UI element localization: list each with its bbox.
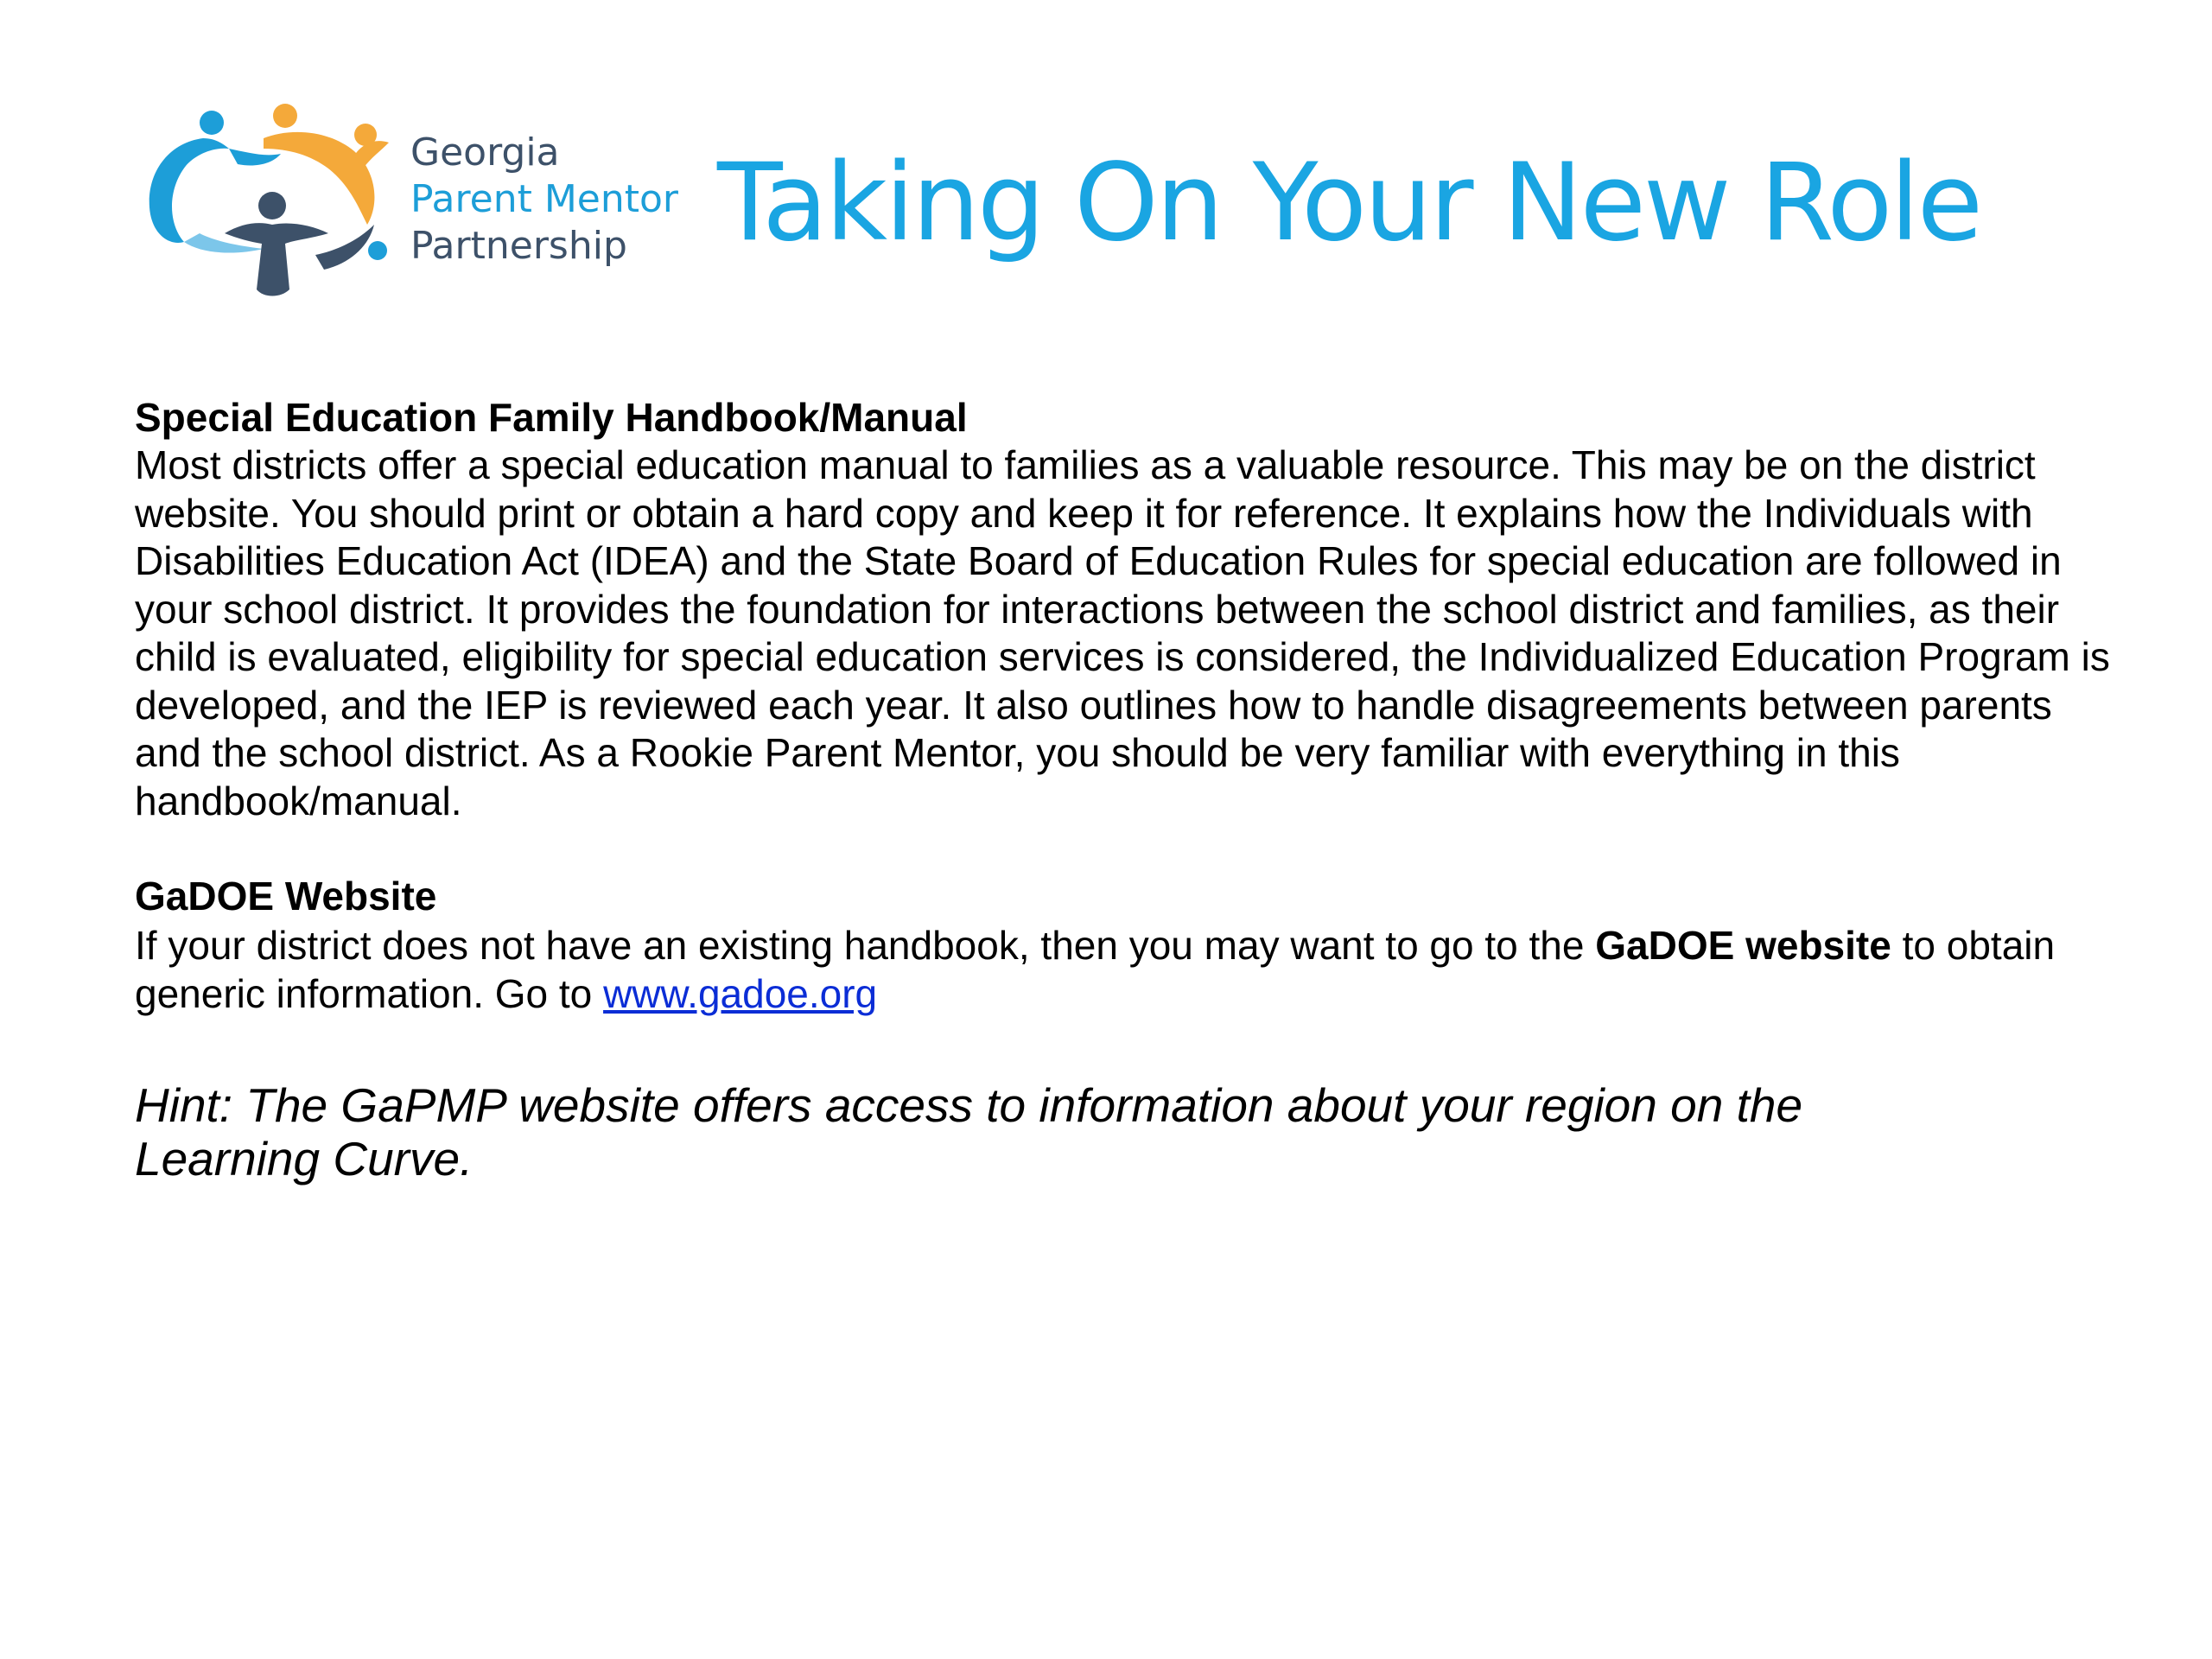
handbook-paragraph: Most districts offer a special education manual to families as a valuable resource. This may be on the district website. You should print or obtain a hard copy and keep it for reference. It explains how the Individuals with Disabilities Education Act (IDEA) and the State Board of Education Rules for special education are followed in your school district. It provides the foundation for interactions between the school district and families, as their child is evaluated, eligibility for special education services is considered, the Individualized Education Program is developed, and the IEP is reviewed each year. It also outlines how to handle disagreements between parents and the school district. As a Rookie Parent Mentor, you should be very familiar with everything in this handbook/manual. [135, 442, 2110, 823]
logo-line-georgia: Georgia [410, 130, 560, 175]
gapmp-logo [143, 104, 678, 302]
gadoe-text-middle: to obtain generic information. Go to [135, 923, 2056, 1016]
logo-wordmark [410, 130, 678, 270]
logo-line-parent-mentor: Parent Mentor [410, 177, 679, 221]
gadoe-link[interactable]: www.gadoe.org [603, 970, 878, 1016]
handbook-heading: Special Education Family Handbook/Manual [135, 395, 968, 440]
gadoe-paragraph [135, 922, 2113, 1018]
gadoe-bold-text: GaDOE website [1595, 923, 1891, 968]
slide-title: Taking On Your New Role [717, 141, 1980, 265]
slide-content [135, 393, 2113, 1185]
hint-text: Hint: The GaPMP website offers access to information about your region on the Learning Curve. [135, 1078, 1803, 1185]
logo-line-partnership: Partnership [410, 224, 627, 268]
gadoe-heading: GaDOE Website [135, 874, 437, 918]
gadoe-text-before: If your district does not have an existing handbook, then you may want to go to the [135, 923, 1596, 968]
gapmp-logo-mark-icon [143, 104, 393, 302]
